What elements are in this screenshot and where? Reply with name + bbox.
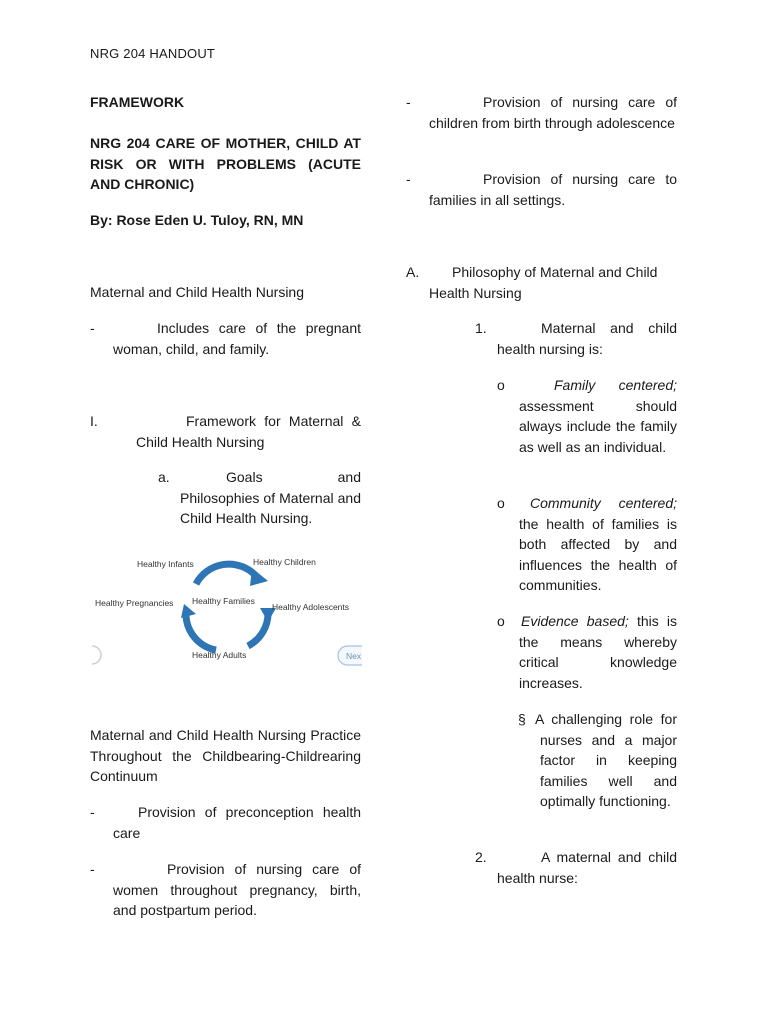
healthy-cycle-diagram — [88, 550, 362, 670]
sub-bullet-marker: o — [497, 377, 505, 393]
definition-evidence-based: this is the means whereby critical knowledge increases. — [519, 613, 677, 691]
arrow-head-top — [250, 568, 268, 586]
sub-bullet-text — [519, 375, 677, 457]
framework-heading: FRAMEWORK — [90, 94, 185, 110]
next-button[interactable]: Nex — [346, 651, 362, 661]
prev-button-edge — [92, 646, 101, 664]
term-community-centered: Community centered; — [530, 495, 677, 511]
section-marker: A. — [406, 264, 420, 280]
bullet-text: Provision of preconception health care — [113, 804, 361, 841]
section-marker: I. — [90, 413, 98, 429]
square-bullet-text: A challenging role for nurses and a major factor in keeping families well and optimally functioning. — [535, 711, 677, 809]
number-marker: 1. — [475, 320, 487, 336]
sub-text: Goals and Philosophies of Maternal and Child Health Nursing. — [180, 469, 361, 526]
bullet-marker: - — [90, 320, 95, 336]
bullet-text: Includes care of the pregnant woman, child, and family. — [113, 320, 361, 357]
label-healthy-infants: Healthy Infants — [137, 559, 194, 569]
definition-family-centered: assessment should always include the family as well as an individual. — [519, 397, 677, 455]
author-line: By: Rose Eden U. Tuloy, RN, MN — [90, 212, 304, 228]
sub-marker: a. — [158, 469, 170, 485]
sub-bullet-text — [519, 611, 677, 693]
document-header: NRG 204 HANDOUT — [90, 46, 216, 61]
bullet-marker: - — [406, 94, 411, 110]
bullet-marker: - — [90, 861, 95, 877]
label-healthy-pregnancies: Healthy Pregnancies — [95, 598, 174, 608]
cycle-arc-left — [186, 616, 216, 650]
label-healthy-children: Healthy Children — [253, 557, 316, 567]
sub-bullet-marker: o — [497, 613, 505, 629]
term-evidence-based: Evidence based; — [521, 613, 629, 629]
term-family-centered: Family centered; — [554, 377, 677, 393]
section-text: Philosophy of Maternal and Child Health Nursing — [429, 264, 658, 301]
bullet-marker: - — [406, 171, 411, 187]
numbered-text: Maternal and child health nursing is: — [497, 320, 677, 357]
mchn-heading: Maternal and Child Health Nursing — [90, 284, 304, 300]
sub-bullet-marker: o — [497, 495, 505, 511]
label-healthy-adolescents: Healthy Adolescents — [272, 602, 350, 612]
cycle-arc-top — [196, 564, 256, 584]
section-text: Framework for Maternal & Child Health Nursing — [136, 413, 361, 450]
label-healthy-families: Healthy Families — [192, 596, 255, 606]
arrow-head-left — [181, 604, 196, 618]
square-bullet-marker: § — [518, 711, 526, 727]
number-marker: 2. — [475, 849, 487, 865]
bullet-text: Provision of nursing care of children from birth through adolescence — [429, 94, 677, 131]
bullet-text: Provision of nursing care to families in all settings. — [429, 171, 677, 208]
practice-heading: Maternal and Child Health Nursing Practice Throughout the Childbearing-Childrearing Continuum — [90, 727, 361, 784]
numbered-text: A maternal and child health nurse: — [497, 849, 677, 886]
sub-bullet-text — [519, 493, 677, 596]
label-healthy-adults: Healthy Adults — [192, 650, 247, 660]
course-title: NRG 204 CARE OF MOTHER, CHILD AT RISK OR WITH PROBLEMS (ACUTE AND CHRONIC) — [90, 135, 361, 192]
cycle-arc-right — [248, 612, 268, 646]
bullet-marker: - — [90, 804, 95, 820]
bullet-text: Provision of nursing care of women throughout pregnancy, birth, and postpartum period. — [113, 861, 361, 918]
definition-community-centered: the health of families is both affected by and influences the health of communities. — [519, 515, 677, 593]
